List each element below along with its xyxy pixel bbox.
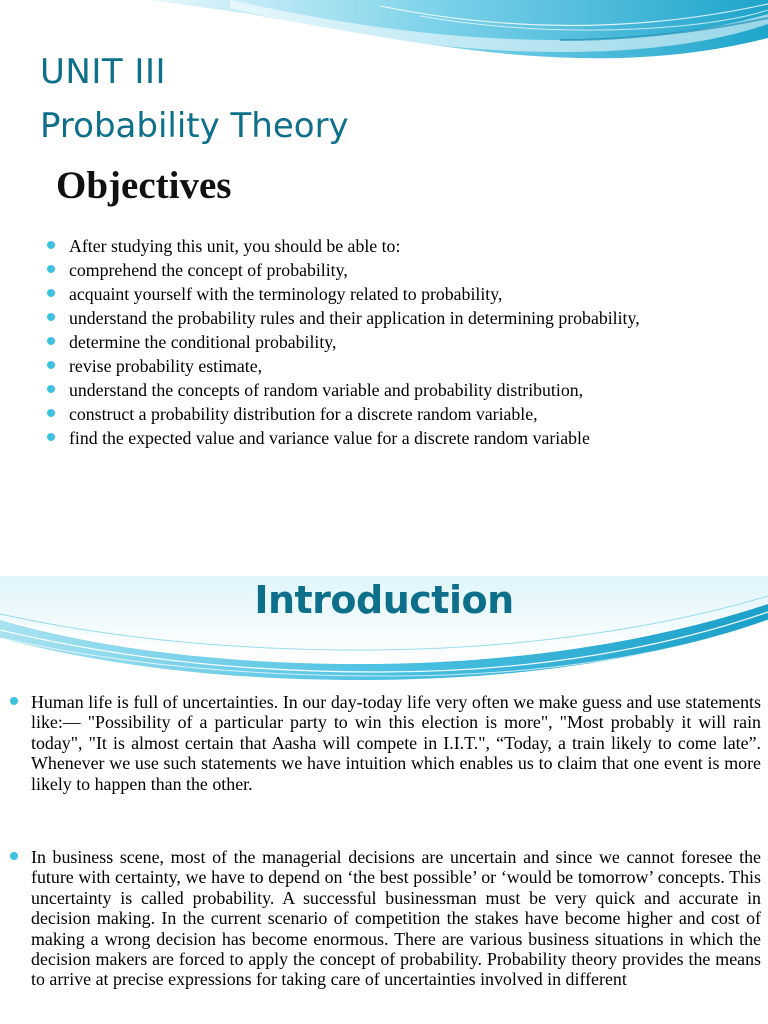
objective-text: revise probability estimate,: [69, 356, 263, 376]
objectives-list: [47, 236, 737, 452]
objective-text: acquaint yourself with the terminology related to probability,: [69, 284, 503, 304]
objective-item: [47, 260, 737, 281]
bullet-icon: [47, 409, 55, 417]
objective-item: [47, 356, 737, 377]
bullet-icon: [47, 313, 55, 321]
objective-item: [47, 236, 737, 257]
unit-title: UNIT III: [40, 52, 167, 92]
objective-text: determine the conditional probability,: [69, 332, 337, 352]
topic-title: Probability Theory: [40, 106, 349, 146]
intro-paragraph: [10, 847, 761, 990]
objective-text: find the expected value and variance value for a discrete random variable: [69, 428, 590, 448]
objective-text: comprehend the concept of probability,: [69, 260, 348, 280]
objective-item: [47, 332, 737, 353]
bullet-icon: [47, 361, 55, 369]
objective-item: [47, 428, 737, 449]
objective-text: construct a probability distribution for a discrete random variable,: [69, 404, 538, 424]
bullet-icon: [47, 265, 55, 273]
bullet-icon: [47, 337, 55, 345]
introduction-title: Introduction: [254, 578, 514, 622]
slide-introduction: [0, 576, 768, 1024]
objective-text: After studying this unit, you should be able to:: [69, 236, 401, 256]
objective-item: [47, 308, 737, 329]
bullet-icon: [47, 241, 55, 249]
paragraph-text: Human life is full of uncertainties. In our day-today life very often we make guess and use statements like:— "Possibility of a particular party to win this election is more", "Most probably it will rain today", "It is almost certain that Aasha will compete in I.I.T.", “Today, a train likely to come late”. Whenever we use such statements we have intuition which enables us to claim that one event is more likely to happen than the other.: [31, 692, 761, 794]
bullet-icon: [10, 697, 18, 705]
objective-text: understand the concepts of random variable and probability distribution,: [69, 380, 584, 400]
objectives-heading: Objectives: [56, 164, 232, 207]
objective-text: understand the probability rules and their application in determining probability,: [69, 308, 640, 328]
bullet-icon: [47, 385, 55, 393]
intro-paragraph: [10, 692, 761, 794]
bullet-icon: [47, 289, 55, 297]
objective-item: [47, 284, 737, 305]
objective-item: [47, 380, 737, 401]
objective-item: [47, 404, 737, 425]
bullet-icon: [10, 852, 18, 860]
paragraph-text: In business scene, most of the managerial decisions are uncertain and since we cannot foresee the future with certainty, we have to depend on ‘the best possible’ or ‘would be tomorrow’ concepts. This uncertainty is called probability. A successful businessman must be very quick and accurate in decision making. In the current scenario of competition the stakes have become higher and cost of making a wrong decision has become enormous. There are various business situations in which the decision makers are forced to apply the concept of probability. Probability theory provides the means to arrive at precise expressions for taking care of uncertainties involved in different: [31, 847, 761, 990]
bullet-icon: [47, 433, 55, 441]
